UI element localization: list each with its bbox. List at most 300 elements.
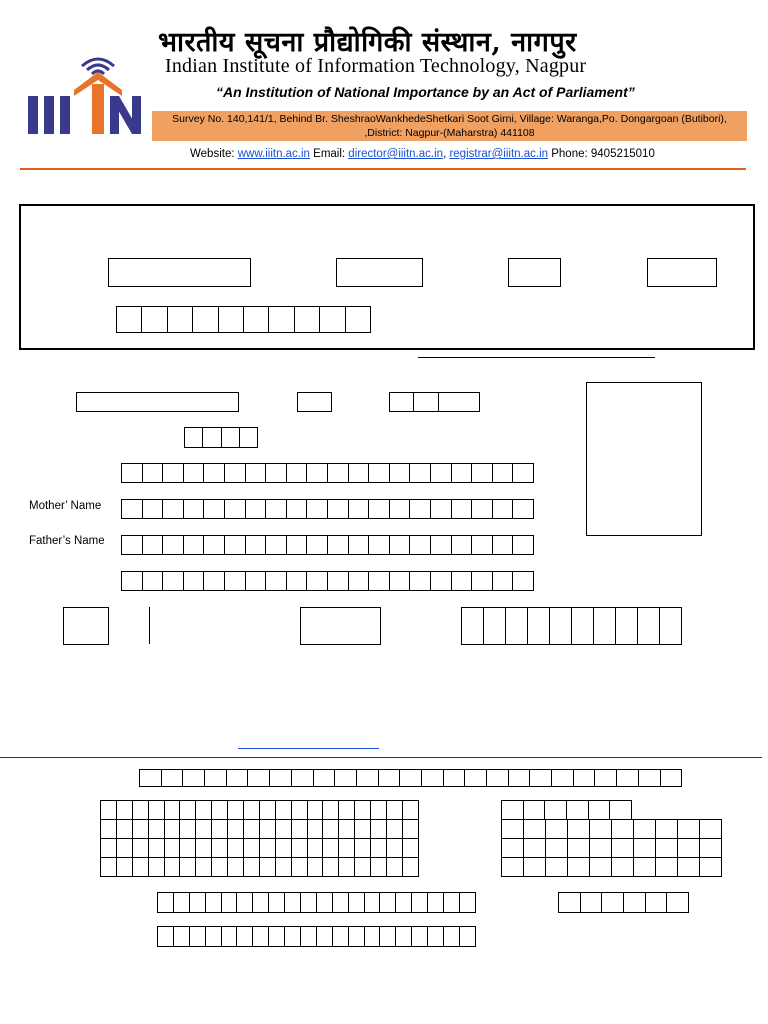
form-cell[interactable] [270,769,292,787]
form-cell[interactable] [634,838,656,858]
form-cell[interactable] [248,769,270,787]
applicant-field-2[interactable] [297,392,332,412]
form-cell[interactable] [212,800,228,820]
form-cell[interactable] [101,838,117,858]
form-cell[interactable] [204,571,225,591]
form-cell[interactable] [661,769,683,787]
form-cell[interactable] [528,607,550,645]
form-cell[interactable] [700,838,722,858]
form-cell[interactable] [616,607,638,645]
form-cell[interactable] [656,857,678,877]
form-cell[interactable] [149,819,165,839]
form-cell[interactable] [180,838,196,858]
form-cell[interactable] [369,463,390,483]
form-cell[interactable] [502,819,524,839]
form-cell[interactable] [452,463,473,483]
form-cell[interactable] [204,499,225,519]
form-cell[interactable] [260,857,276,877]
form-cell[interactable] [308,857,324,877]
form-cell[interactable] [196,838,212,858]
form-cell[interactable] [184,499,205,519]
form-cell[interactable] [212,819,228,839]
form-cell[interactable] [365,892,381,913]
form-cell[interactable] [339,857,355,877]
form-cell[interactable] [133,857,149,877]
form-cell[interactable] [204,463,225,483]
form-cell[interactable] [143,571,164,591]
form-cell[interactable] [225,499,246,519]
form-cell[interactable] [196,800,212,820]
form-cell[interactable] [276,857,292,877]
form-cell[interactable] [237,892,253,913]
form-cell[interactable] [403,838,419,858]
form-cell[interactable] [122,571,143,591]
form-cell[interactable] [227,769,249,787]
office-field-1[interactable] [108,258,251,287]
grid-right-row-3[interactable] [501,838,722,858]
form-cell[interactable] [266,535,287,555]
bottom-cells-right[interactable] [558,892,689,913]
form-cell[interactable] [165,838,181,858]
form-cell[interactable] [225,463,246,483]
form-cell[interactable] [228,838,244,858]
form-cell[interactable] [219,306,244,333]
form-cell[interactable] [590,838,612,858]
form-cell[interactable] [162,769,184,787]
form-cell[interactable] [149,800,165,820]
form-cell[interactable] [502,838,524,858]
form-cell[interactable] [502,800,524,820]
form-cell[interactable] [117,306,142,333]
form-cell[interactable] [133,819,149,839]
form-cell[interactable] [122,463,143,483]
form-cell[interactable] [513,499,534,519]
phone-number-cells[interactable] [461,607,682,645]
form-cell[interactable] [222,892,238,913]
form-cell[interactable] [617,769,639,787]
form-cell[interactable] [390,571,411,591]
form-cell[interactable] [190,926,206,947]
form-cell[interactable] [452,499,473,519]
form-cell[interactable] [117,819,133,839]
form-cell[interactable] [444,892,460,913]
form-cell[interactable] [493,463,514,483]
form-cell[interactable] [574,769,596,787]
form-cell[interactable] [546,838,568,858]
form-cell[interactable] [410,499,431,519]
form-cell[interactable] [333,892,349,913]
form-cell[interactable] [422,769,444,787]
form-cell[interactable] [174,892,190,913]
form-cell[interactable] [212,857,228,877]
form-cell[interactable] [559,892,581,913]
applicant-field-1[interactable] [76,392,239,412]
form-cell[interactable] [462,607,484,645]
form-cell[interactable] [163,463,184,483]
form-cell[interactable] [502,857,524,877]
form-cell[interactable] [295,306,320,333]
name-cells[interactable] [121,463,534,483]
form-cell[interactable] [589,800,611,820]
form-cell[interactable] [163,499,184,519]
office-field-3[interactable] [508,258,561,287]
grid-right-row-4[interactable] [501,857,722,877]
photo-box[interactable] [586,382,702,536]
form-cell[interactable] [530,769,552,787]
form-cell[interactable] [266,499,287,519]
form-cell[interactable] [244,306,269,333]
form-cell[interactable] [568,857,590,877]
form-cell[interactable] [612,838,634,858]
form-cell[interactable] [117,857,133,877]
form-cell[interactable] [308,819,324,839]
form-cell[interactable] [244,838,260,858]
form-cell[interactable] [355,800,371,820]
form-cell[interactable] [431,571,452,591]
form-cell[interactable] [222,427,240,448]
form-cell[interactable] [428,926,444,947]
form-cell[interactable] [678,838,700,858]
form-cell[interactable] [101,800,117,820]
form-cell[interactable] [546,857,568,877]
form-cell[interactable] [266,571,287,591]
form-cell[interactable] [431,535,452,555]
form-cell[interactable] [307,463,328,483]
form-cell[interactable] [428,892,444,913]
form-cell[interactable] [371,857,387,877]
form-cell[interactable] [165,857,181,877]
address-cells[interactable] [139,769,682,787]
form-cell[interactable] [206,926,222,947]
form-cell[interactable] [379,769,401,787]
form-cell[interactable] [183,769,205,787]
form-cell[interactable] [355,819,371,839]
form-cell[interactable] [222,926,238,947]
form-cell[interactable] [369,571,390,591]
form-cell[interactable] [444,926,460,947]
form-cell[interactable] [320,306,345,333]
father-name-cells[interactable] [121,535,534,555]
small-field-box[interactable] [63,607,109,645]
form-cell[interactable] [390,535,411,555]
form-cell[interactable] [444,769,466,787]
form-cell[interactable] [117,838,133,858]
form-cell[interactable] [572,607,594,645]
form-cell[interactable] [568,819,590,839]
form-cell[interactable] [524,857,546,877]
grid-right-row-1[interactable] [501,800,632,820]
form-cell[interactable] [244,800,260,820]
form-cell[interactable] [371,838,387,858]
form-cell[interactable] [390,392,414,412]
grid-left-row-4[interactable] [100,857,419,877]
form-cell[interactable] [387,857,403,877]
form-cell[interactable] [184,535,205,555]
form-cell[interactable] [269,926,285,947]
form-cell[interactable] [168,306,193,333]
form-cell[interactable] [493,535,514,555]
form-cell[interactable] [276,800,292,820]
form-cell[interactable] [387,800,403,820]
form-cell[interactable] [143,499,164,519]
form-cell[interactable] [246,535,267,555]
form-cell[interactable] [387,819,403,839]
form-cell[interactable] [206,892,222,913]
form-cell[interactable] [369,499,390,519]
form-cell[interactable] [431,463,452,483]
bottom-cells-2[interactable] [157,926,476,947]
form-cell[interactable] [205,769,227,787]
grid-left-row-3[interactable] [100,838,419,858]
form-cell[interactable] [266,463,287,483]
form-cell[interactable] [253,926,269,947]
form-cell[interactable] [323,838,339,858]
form-cell[interactable] [472,463,493,483]
form-cell[interactable] [244,857,260,877]
form-cell[interactable] [567,800,589,820]
form-cell[interactable] [590,857,612,877]
form-cell[interactable] [513,463,534,483]
form-cell[interactable] [387,838,403,858]
form-cell[interactable] [328,499,349,519]
form-cell[interactable] [307,535,328,555]
form-cell[interactable] [314,769,336,787]
form-cell[interactable] [317,926,333,947]
form-cell[interactable] [260,800,276,820]
form-cell[interactable] [237,926,253,947]
form-cell[interactable] [452,571,473,591]
form-cell[interactable] [246,571,267,591]
form-cell[interactable] [700,857,722,877]
form-cell[interactable] [667,892,689,913]
form-cell[interactable] [323,857,339,877]
form-cell[interactable] [380,892,396,913]
form-cell[interactable] [269,892,285,913]
form-cell[interactable] [656,838,678,858]
form-cell[interactable] [244,819,260,839]
form-cell[interactable] [493,571,514,591]
form-cell[interactable] [122,535,143,555]
form-cell[interactable] [524,838,546,858]
form-cell[interactable] [308,800,324,820]
form-cell[interactable] [590,819,612,839]
form-cell[interactable] [546,819,568,839]
form-cell[interactable] [308,838,324,858]
grid-right-row-2[interactable] [501,819,722,839]
form-cell[interactable] [513,535,534,555]
extra-name-cells[interactable] [121,571,534,591]
form-cell[interactable] [610,800,632,820]
form-cell[interactable] [487,769,509,787]
form-cell[interactable] [117,800,133,820]
form-cell[interactable] [287,535,308,555]
form-cell[interactable] [403,857,419,877]
form-cell[interactable] [240,427,258,448]
form-cell[interactable] [484,607,506,645]
form-cell[interactable] [357,769,379,787]
form-cell[interactable] [196,819,212,839]
form-cell[interactable] [412,926,428,947]
form-cell[interactable] [180,800,196,820]
mother-name-cells[interactable] [121,499,534,519]
applicant-field-3[interactable] [389,392,480,412]
form-cell[interactable] [292,857,308,877]
form-cell[interactable] [349,535,370,555]
form-cell[interactable] [292,769,314,787]
website-link[interactable]: www.iiitn.ac.in [237,148,310,160]
form-cell[interactable] [246,463,267,483]
form-cell[interactable] [260,819,276,839]
form-cell[interactable] [339,800,355,820]
form-cell[interactable] [158,892,174,913]
form-cell[interactable] [410,571,431,591]
form-cell[interactable] [190,892,206,913]
form-cell[interactable] [285,892,301,913]
form-cell[interactable] [550,607,572,645]
form-cell[interactable] [307,571,328,591]
short-code-cells[interactable] [184,427,258,448]
form-cell[interactable] [460,892,476,913]
form-cell[interactable] [594,607,616,645]
form-cell[interactable] [174,926,190,947]
form-cell[interactable] [287,463,308,483]
form-cell[interactable] [158,926,174,947]
form-cell[interactable] [349,892,365,913]
form-cell[interactable] [349,926,365,947]
form-cell[interactable] [133,838,149,858]
form-cell[interactable] [638,607,660,645]
form-cell[interactable] [163,571,184,591]
office-number-cells[interactable] [116,306,371,333]
form-cell[interactable] [509,769,531,787]
form-cell[interactable] [568,838,590,858]
form-cell[interactable] [260,838,276,858]
form-cell[interactable] [700,819,722,839]
form-cell[interactable] [287,571,308,591]
form-cell[interactable] [276,838,292,858]
form-cell[interactable] [431,499,452,519]
form-cell[interactable] [165,819,181,839]
form-cell[interactable] [552,769,574,787]
form-cell[interactable] [140,769,162,787]
form-cell[interactable] [193,306,218,333]
grid-left-row-1[interactable] [100,800,419,820]
form-cell[interactable] [396,892,412,913]
medium-field-box[interactable] [300,607,381,645]
form-cell[interactable] [595,769,617,787]
form-cell[interactable] [646,892,668,913]
form-cell[interactable] [180,857,196,877]
form-cell[interactable] [403,800,419,820]
form-cell[interactable] [414,392,439,412]
form-cell[interactable] [365,926,381,947]
form-cell[interactable] [301,892,317,913]
form-cell[interactable] [410,535,431,555]
form-cell[interactable] [390,463,411,483]
form-cell[interactable] [460,926,476,947]
form-cell[interactable] [203,427,221,448]
form-cell[interactable] [545,800,567,820]
form-cell[interactable] [184,463,205,483]
form-cell[interactable] [371,800,387,820]
form-cell[interactable] [403,819,419,839]
form-cell[interactable] [204,535,225,555]
form-cell[interactable] [285,926,301,947]
form-cell[interactable] [133,800,149,820]
form-cell[interactable] [602,892,624,913]
form-cell[interactable] [292,800,308,820]
form-cell[interactable] [122,499,143,519]
form-cell[interactable] [317,892,333,913]
form-cell[interactable] [269,306,294,333]
form-cell[interactable] [212,838,228,858]
form-cell[interactable] [328,535,349,555]
form-cell[interactable] [165,800,181,820]
form-cell[interactable] [292,819,308,839]
form-cell[interactable] [143,535,164,555]
form-cell[interactable] [328,463,349,483]
form-cell[interactable] [390,499,411,519]
bottom-cells-1[interactable] [157,892,476,913]
form-cell[interactable] [634,857,656,877]
form-cell[interactable] [660,607,682,645]
form-cell[interactable] [639,769,661,787]
form-cell[interactable] [225,571,246,591]
form-cell[interactable] [307,499,328,519]
form-cell[interactable] [301,926,317,947]
form-cell[interactable] [323,800,339,820]
form-cell[interactable] [333,926,349,947]
director-email-link[interactable]: director@iiitn.ac.in [348,148,444,160]
form-cell[interactable] [335,769,357,787]
form-cell[interactable] [349,499,370,519]
form-cell[interactable] [465,769,487,787]
form-cell[interactable] [612,857,634,877]
form-cell[interactable] [339,838,355,858]
form-cell[interactable] [678,819,700,839]
form-cell[interactable] [149,838,165,858]
form-cell[interactable] [678,857,700,877]
form-cell[interactable] [225,535,246,555]
form-cell[interactable] [355,857,371,877]
form-cell[interactable] [355,838,371,858]
form-cell[interactable] [101,857,117,877]
office-field-2[interactable] [336,258,423,287]
form-cell[interactable] [328,571,349,591]
form-cell[interactable] [346,306,371,333]
form-cell[interactable] [276,819,292,839]
form-cell[interactable] [400,769,422,787]
form-cell[interactable] [185,427,203,448]
form-cell[interactable] [634,819,656,839]
form-cell[interactable] [101,819,117,839]
form-cell[interactable] [349,463,370,483]
office-field-4[interactable] [647,258,717,287]
form-cell[interactable] [228,857,244,877]
form-cell[interactable] [371,819,387,839]
form-cell[interactable] [656,819,678,839]
form-cell[interactable] [581,892,603,913]
form-cell[interactable] [472,499,493,519]
form-cell[interactable] [396,926,412,947]
form-cell[interactable] [149,857,165,877]
form-cell[interactable] [624,892,646,913]
form-cell[interactable] [380,926,396,947]
form-cell[interactable] [524,819,546,839]
form-cell[interactable] [412,892,428,913]
form-cell[interactable] [452,535,473,555]
form-cell[interactable] [439,392,480,412]
